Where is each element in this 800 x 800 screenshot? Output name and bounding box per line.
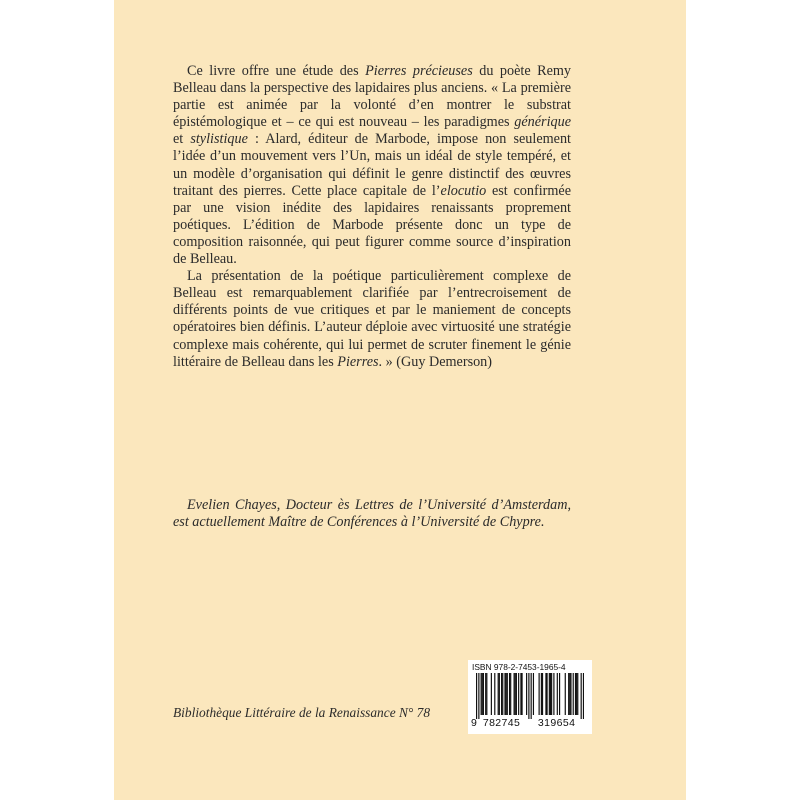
barcode-bar	[551, 673, 552, 715]
italic-title-run: stylistique	[190, 131, 248, 148]
barcode-bar	[481, 673, 482, 715]
barcode-bar	[516, 673, 517, 715]
barcode-bar	[528, 673, 529, 719]
barcode-bar	[550, 673, 551, 715]
barcode-bar	[491, 673, 492, 715]
barcode-bar	[520, 673, 521, 715]
barcode-bar	[501, 673, 502, 715]
text-run: du poète Remy Belleau dans la perspective des lapidaires plus anciens. « La première partie est animée par la volonté d’en montrer le substrat épistémologique et – ce qui est nouveau – les paradigmes	[173, 63, 571, 131]
barcode-bar	[565, 673, 566, 715]
barcode-bar	[486, 673, 487, 715]
barcode-bar	[518, 673, 519, 715]
barcode-bar	[510, 673, 511, 715]
barcode-bar	[577, 673, 578, 715]
barcode-bar	[568, 673, 569, 715]
barcode-bar	[483, 673, 484, 715]
ean-right-group: 319654	[537, 717, 576, 729]
barcode-bar	[482, 673, 483, 715]
barcode-bar	[502, 673, 503, 715]
series-title: Bibliothèque Littéraire de la Renaissance N° 78	[173, 705, 431, 720]
description-paragraph-1	[173, 63, 571, 268]
barcode-bar	[583, 673, 584, 719]
barcode-bar	[506, 673, 507, 715]
barcode-bar	[504, 673, 505, 715]
barcode-bar	[498, 673, 499, 715]
description-paragraph-2	[173, 268, 571, 371]
author-bio: Evelien Chayes, Docteur ès Lettres de l’Université d’Amsterdam, est actuellement Maître de Conférences à l’Université de Chypre.	[173, 497, 571, 530]
barcode-bar	[569, 673, 570, 715]
isbn-label: ISBN 978-2-7453-1965-4	[472, 662, 566, 672]
ean-first-digit: 9	[471, 717, 478, 729]
barcode-bar	[533, 673, 534, 715]
barcode-bar	[478, 673, 479, 719]
barcode-bar	[485, 673, 486, 715]
barcode-bar	[499, 673, 500, 715]
barcode-bar	[494, 673, 495, 715]
barcode-bar	[570, 673, 571, 715]
text-run: . » (Guy Demerson)	[378, 353, 493, 370]
barcode-bar	[514, 673, 515, 715]
book-description	[173, 63, 571, 371]
text-run: est confirmée par une vision inédite des lapidaires renaissants proprement poétiques. L’édition de Marbode présente donc un type de composition raisonnée, qui peut figurer comme source d’inspiration de Belleau.	[173, 182, 571, 268]
italic-title-run: Pierres précieuses	[365, 63, 473, 79]
text-run: La présentation de la poétique particulièrement complexe de Belleau est remarquablement clarifiée par l’entrecroisement de différents points de vue critiques et par le maniement de concepts opératoires bien définis. L’auteur déploie avec virtuosité une stratégie complexe mais cohérente, qui lui permet de scruter finement le génie littéraire de Belleau dans les	[173, 268, 571, 370]
barcode-bar	[549, 673, 550, 715]
barcode-bar	[553, 673, 554, 715]
barcode-bar	[576, 673, 577, 715]
barcode-bars	[476, 673, 584, 719]
barcode-bar	[545, 673, 546, 715]
barcode-bar	[546, 673, 547, 715]
barcode-bar	[521, 673, 522, 715]
barcode-bar	[515, 673, 516, 715]
italic-title-run: Pierres	[337, 353, 379, 370]
barcode-bar	[542, 673, 543, 715]
barcode-bar	[526, 673, 527, 715]
text-run: Ce livre offre une étude des	[187, 63, 366, 79]
barcode-bar	[557, 673, 558, 715]
italic-title-run: générique	[514, 114, 571, 131]
barcode-bar	[581, 673, 582, 719]
ean-digits	[471, 717, 589, 729]
barcode-bar	[507, 673, 508, 715]
italic-title-run: elocutio	[440, 182, 487, 199]
ean-left-group: 782745	[482, 717, 521, 729]
barcode-bar	[539, 673, 540, 715]
barcode-bar	[541, 673, 542, 715]
barcode-bar	[531, 673, 532, 719]
barcode-bar	[509, 673, 510, 715]
text-run: : Alard, éditeur de Marbode, impose non seulement l’idée d’un mouvement vers l’Un, mais un idéal de style tempéré, et un modèle d’organisation qui définit le genre distinctif des œuvres traitant des pierres. Cette place capitale de l’	[173, 131, 571, 199]
barcode-bar	[559, 673, 560, 715]
isbn-barcode	[468, 660, 592, 734]
barcode-bar	[575, 673, 576, 715]
barcode-bar	[476, 673, 477, 719]
text-run: et	[173, 131, 191, 148]
barcode-bar	[573, 673, 574, 715]
